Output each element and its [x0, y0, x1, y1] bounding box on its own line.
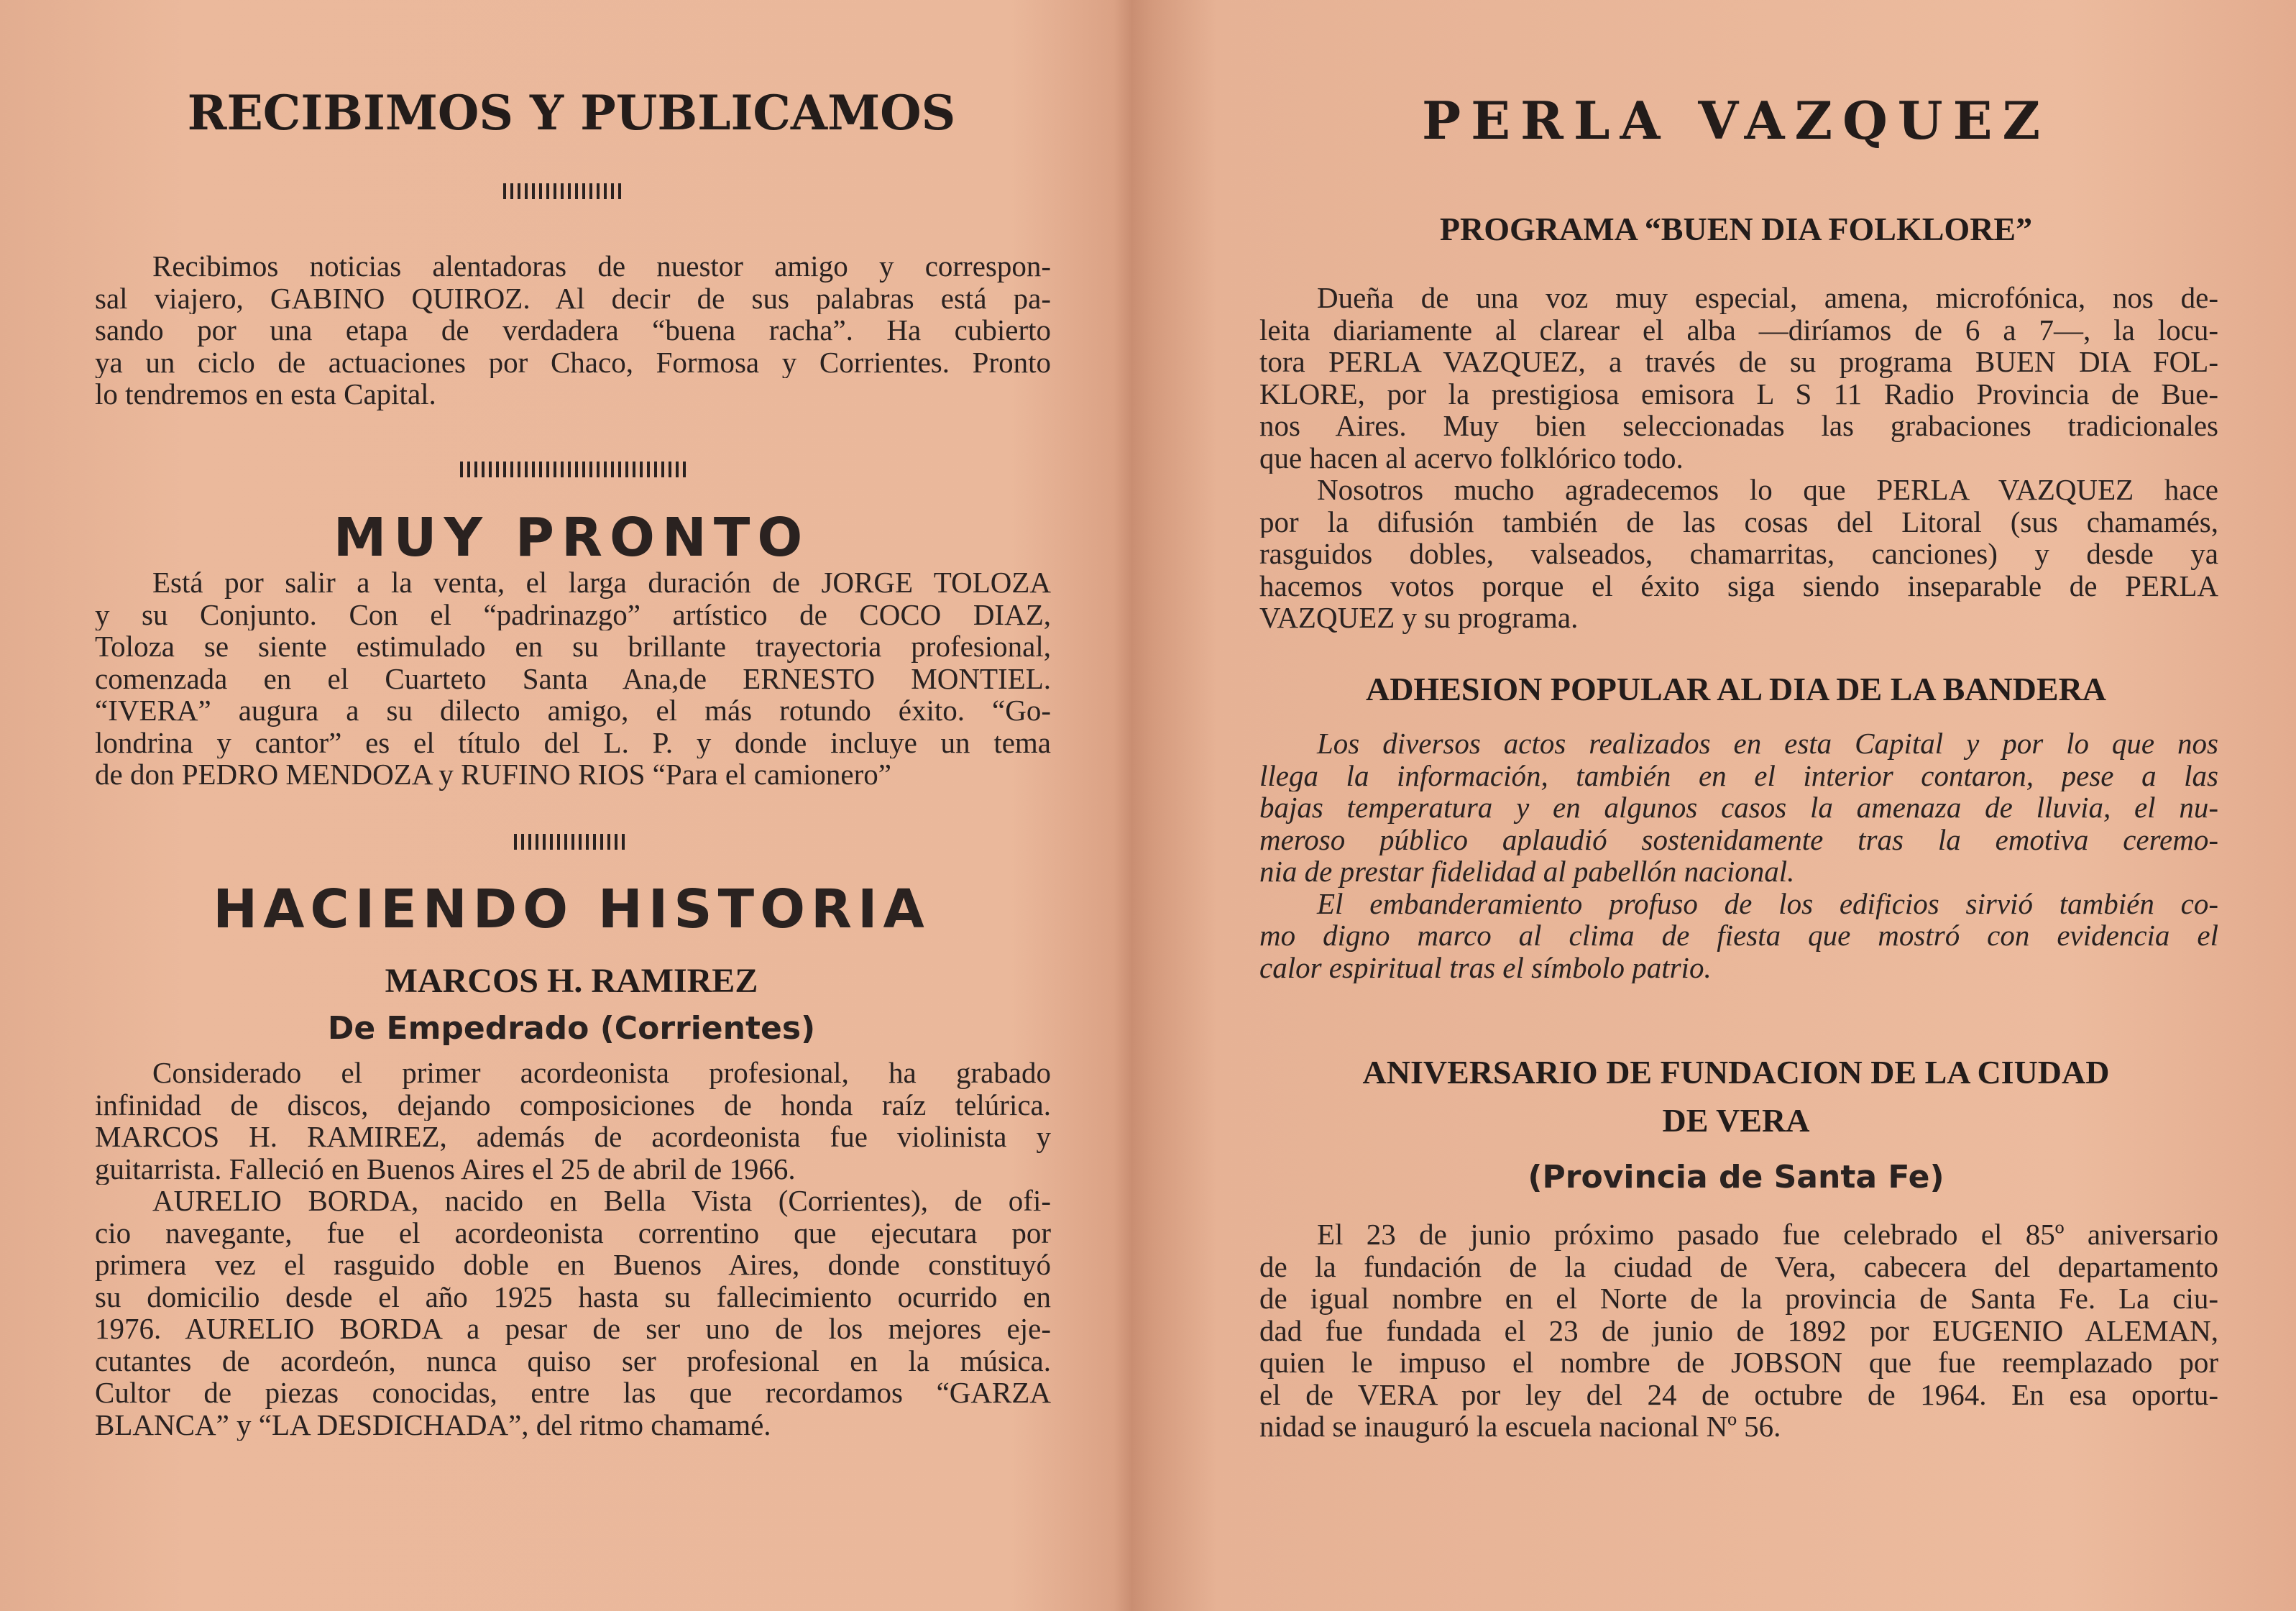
text-line: sal viajero, GABINO QUIROZ. Al decir de sus palabras está pa-	[95, 282, 1051, 314]
text-line: londrina y cantor” es el título del L. P. y donde incluye un tema	[95, 726, 1051, 758]
text-line: leita diariamente al clarear el alba —diríamos de 6 a 7—, la locu-	[1259, 313, 2218, 346]
text-line: nidad se inauguró la escuela nacional Nº 56.	[1259, 1410, 1781, 1443]
heading-aniversario-line2: DE VERA	[1662, 1102, 1810, 1139]
subheading-programa: PROGRAMA “BUEN DIA FOLKLORE”	[1439, 211, 2033, 247]
text-line: de igual nombre en el Norte de la provincia de Santa Fe. La ciu-	[1259, 1282, 2218, 1315]
heading-perla-vazquez: PERLA VAZQUEZ	[1421, 90, 2051, 151]
text-line: Dueña de una voz muy especial, amena, microfónica, nos de-	[1317, 282, 2218, 314]
text-line: cio navegante, fue el acordeonista correntino que ejecutara por	[95, 1216, 1051, 1249]
subheading-marcos-ramirez: MARCOS H. RAMIREZ	[385, 962, 758, 1000]
text-line: KLORE, por la prestigiosa emisora L S 11 Radio Provincia de Bue-	[1259, 377, 2218, 410]
aniversario-text	[1259, 1218, 2218, 1443]
text-line: sando por una etapa de verdadera “buena racha”. Ha cubierto	[95, 314, 1051, 346]
intro-text	[95, 250, 1051, 410]
heading-haciendo-historia: HACIENDO HISTORIA	[213, 878, 930, 940]
text-line: calor espiritual tras el símbolo patrio.	[1259, 951, 1712, 983]
haciendo-historia-text	[95, 1057, 1051, 1441]
text-line: ya un ciclo de actuaciones por Chaco, Formosa y Corrientes. Pronto	[95, 346, 1051, 378]
text-line: que hacen al acervo folklórico todo.	[1259, 441, 1684, 474]
text-line: de la fundación de la ciudad de Vera, cabecera del departamento	[1259, 1250, 2218, 1282]
adhesion-popular-text	[1259, 728, 2218, 983]
text-line: bajas temperatura y en algunos casos la amenaza de lluvia, el nu-	[1259, 791, 2218, 824]
text-line: primera vez el rasguido doble en Buenos Aires, donde constituyó	[95, 1249, 1051, 1281]
text-line: Considerado el primer acordeonista profesional, ha grabado	[152, 1057, 1051, 1089]
text-line: comenzada en el Cuarteto Santa Ana,de ERNESTO MONTIEL.	[95, 662, 1051, 694]
text-line: Toloza se siente estimulado en su brillante trayectoria profesional,	[95, 630, 1051, 663]
text-line: Los diversos actos realizados en esta Capital y por lo que nos	[1317, 728, 2218, 760]
text-line: MARCOS H. RAMIREZ, además de acordeonista fue violinista y	[95, 1121, 1051, 1153]
text-line: rasguidos dobles, valseados, chamarritas, canciones) y desde ya	[1259, 538, 2218, 570]
perla-vazquez-text	[1259, 282, 2218, 634]
text-line: Está por salir a la venta, el larga duración de JORGE TOLOZA	[152, 566, 1051, 599]
text-line: lo tendremos en esta Capital.	[95, 378, 436, 410]
ornament-divider	[503, 183, 625, 199]
text-line: BLANCA” y “LA DESDICHADA”, del ritmo chamamé.	[95, 1408, 771, 1441]
left-page	[0, 0, 1143, 1611]
text-line: infinidad de discos, dejando composiciones de honda raíz telúrica.	[95, 1088, 1051, 1121]
text-line: tora PERLA VAZQUEZ, a través de su programa BUEN DIA FOL-	[1259, 346, 2218, 378]
ornament-divider	[460, 462, 690, 477]
subheading-provincia-santa-fe: (Provincia de Santa Fe)	[1528, 1159, 1944, 1195]
text-line: de don PEDRO MENDOZA y RUFINO RIOS “Para el camionero”	[95, 758, 891, 791]
heading-muy-pronto: MUY PRONTO	[333, 507, 810, 569]
text-line: El 23 de junio próximo pasado fue celebrado el 85º aniversario	[1317, 1218, 2218, 1251]
text-line: hacemos votos porque el éxito siga siendo inseparable de PERLA	[1259, 569, 2218, 602]
text-line: quien le impuso el nombre de JOBSON que fue reemplazado por	[1259, 1346, 2218, 1379]
right-page	[1150, 0, 2296, 1611]
text-line: mo digno marco al clima de fiesta que mostró con evidencia el	[1259, 919, 2218, 952]
text-line: Nosotros mucho agradecemos lo que PERLA VAZQUEZ hace	[1317, 474, 2218, 506]
text-line: guitarrista. Falleció en Buenos Aires el 25 de abril de 1966.	[95, 1152, 796, 1185]
text-line: VAZQUEZ y su programa.	[1259, 602, 1579, 634]
text-line: cutantes de acordeón, nunca quiso ser profesional en la música.	[95, 1344, 1051, 1377]
text-line: nos Aires. Muy bien seleccionadas las grabaciones tradicionales	[1259, 410, 2218, 442]
text-line: “IVERA” augura a su dilecto amigo, el más rotundo éxito. “Go-	[95, 694, 1051, 727]
text-line: llega la información, también en el interior contaron, pese a las	[1259, 759, 2218, 791]
text-line: El embanderamiento profuso de los edificios sirvió también co-	[1317, 887, 2218, 919]
text-line: Recibimos noticias alentadoras de nuestor amigo y correspon-	[152, 250, 1051, 283]
text-line: y su Conjunto. Con el “padrinazgo” artístico de COCO DIAZ,	[95, 598, 1051, 630]
text-line: AURELIO BORDA, nacido en Bella Vista (Corrientes), de ofi-	[152, 1185, 1051, 1217]
text-line: dad fue fundada el 23 de junio de 1892 por EUGENIO ALEMAN,	[1259, 1314, 2218, 1346]
text-line: su domicilio desde el año 1925 hasta su fallecimiento ocurrido en	[95, 1280, 1051, 1313]
text-line: meroso público aplaudió sostenidamente tras la emotiva ceremo-	[1259, 823, 2218, 855]
text-line: 1976. AURELIO BORDA a pesar de ser uno de los mejores eje-	[95, 1313, 1051, 1345]
subheading-de-empedrado: De Empedrado (Corrientes)	[327, 1010, 816, 1047]
text-line: Cultor de piezas conocidas, entre las que recordamos “GARZA	[95, 1377, 1051, 1409]
heading-aniversario-line1: ANIVERSARIO DE FUNDACION DE LA CIUDAD	[1362, 1054, 2110, 1091]
heading-adhesion-popular: ADHESION POPULAR AL DIA DE LA BANDERA	[1365, 671, 2107, 707]
muy-pronto-text	[95, 566, 1051, 791]
text-line: nia de prestar fidelidad al pabellón nacional.	[1259, 855, 1795, 888]
text-line: el de VERA por ley del 24 de octubre de 1964. En esa oportu-	[1259, 1378, 2218, 1410]
ornament-divider	[514, 834, 629, 850]
text-line: por la difusión también de las cosas del Litoral (sus chamamés,	[1259, 505, 2218, 538]
heading-recibimos-y-publicamos: RECIBIMOS Y PUBLICAMOS	[187, 85, 956, 141]
